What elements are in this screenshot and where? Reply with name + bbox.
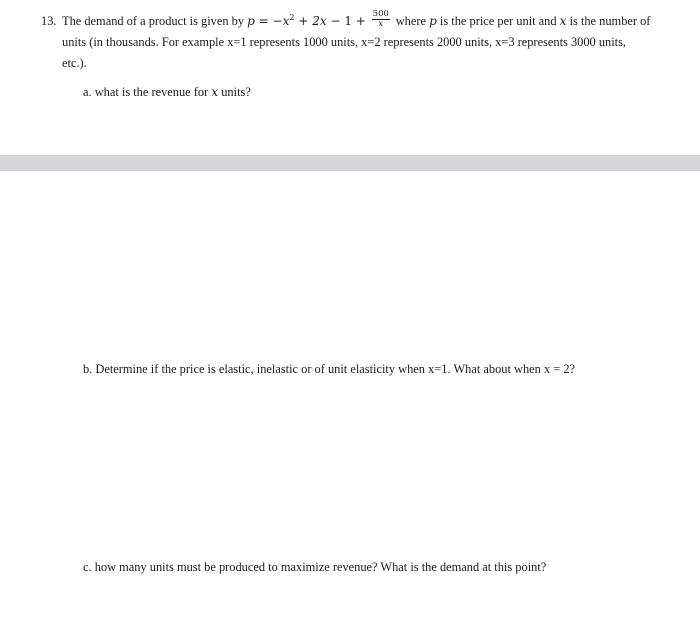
question-b: b. Determine if the price is elastic, inelastic or of unit elasticity when x=1. What about when x = 2? xyxy=(83,362,576,376)
question-a-var: x xyxy=(211,85,219,99)
eq-lhs: p xyxy=(247,14,255,28)
eq-fraction xyxy=(372,10,390,29)
eq-term1: −x xyxy=(272,14,290,28)
eq-fraction-denominator: x xyxy=(378,19,384,29)
problem-intro: The demand of a product is given by xyxy=(62,14,245,28)
problem-text-price: is the price per unit and xyxy=(439,14,557,28)
problem-statement xyxy=(41,11,651,74)
question-a-suffix: units? xyxy=(221,85,251,99)
var-x: x xyxy=(559,14,567,28)
demand-equation xyxy=(247,9,396,29)
problem-text-units: is the number of units (in thousands. For example x=1 represents 1000 units, x=2 represents 2000 units, x=3 represents 3000 units, etc.). xyxy=(62,14,651,70)
eq-minus: − xyxy=(330,14,341,28)
problem-text-where: where xyxy=(395,14,427,28)
eq-term3: 1 xyxy=(344,14,352,28)
problem-number: 13. xyxy=(41,14,57,28)
eq-term2: 2x xyxy=(312,14,327,28)
eq-plus1: + xyxy=(298,14,309,28)
problem-text xyxy=(41,11,651,74)
eq-plus2: + xyxy=(355,14,366,28)
section-divider xyxy=(0,155,700,171)
question-a xyxy=(83,85,251,100)
eq-term1-exponent: 2 xyxy=(289,13,295,22)
var-p: p xyxy=(429,14,437,28)
eq-fraction-numerator: 500 xyxy=(372,9,389,19)
question-a-prefix: a. what is the revenue for xyxy=(83,85,209,99)
question-c: c. how many units must be produced to maximize revenue? What is the demand at this point? xyxy=(83,560,547,574)
eq-equals: = xyxy=(258,14,269,28)
